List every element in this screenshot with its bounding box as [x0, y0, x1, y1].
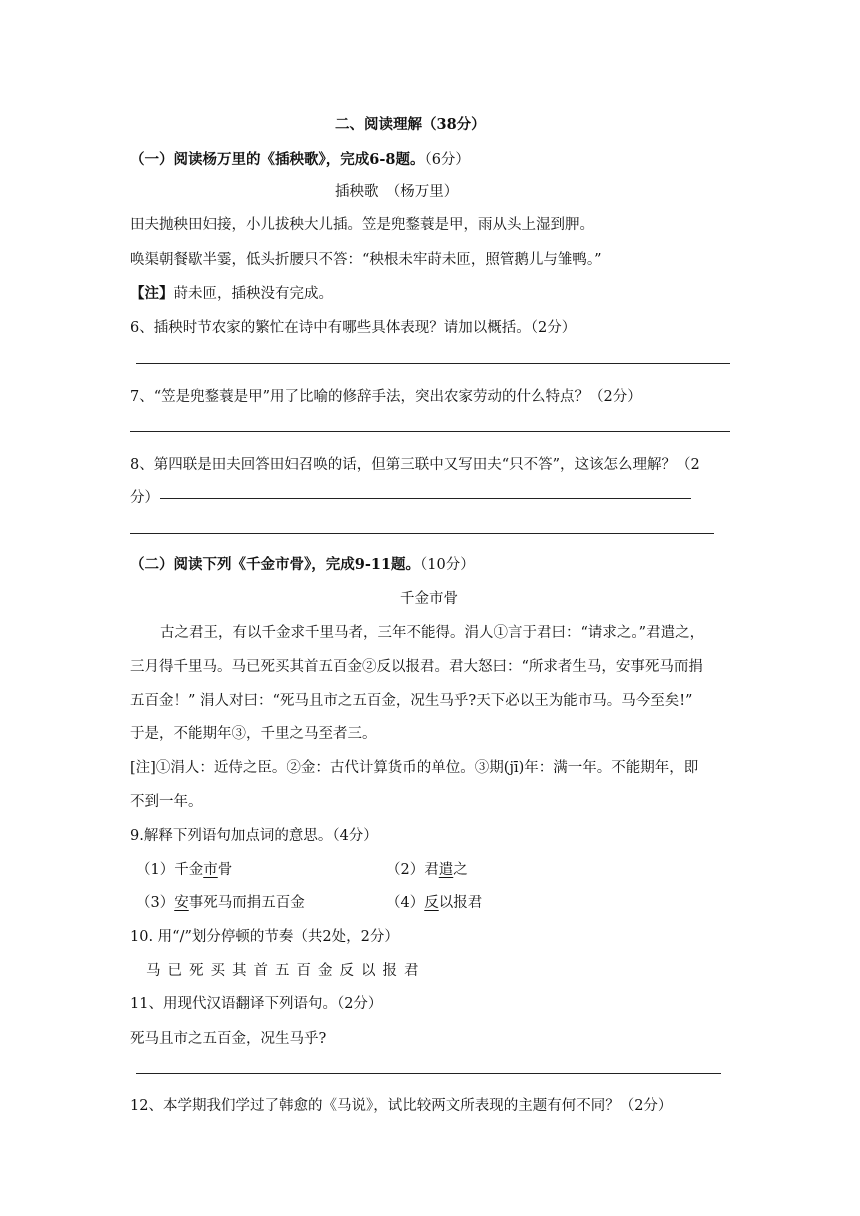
text-line-4: 于是，不能期年③，千里之马至者三。	[130, 726, 377, 742]
text-line-3: 五百金！” 涓人对曰：“死马且市之五百金，况生马乎?天下必以王为能市马。马今至矣!”	[130, 693, 693, 709]
part2-heading-text: （二）阅读下列《千金市骨》，完成9-11题。	[130, 556, 421, 573]
question-8-line-1: 8、第四联是田夫回答田妇召唤的话，但第三联中又写田夫“只不答”，这该怎么理解？（2	[130, 457, 700, 473]
poem-title: 插秧歌 （杨万里）	[335, 184, 459, 200]
q9-item-3	[136, 891, 305, 912]
question-10: 10. 用“/”划分停顿的节奏（共2处，2分）	[130, 929, 399, 945]
part1-heading-score: （6分）	[424, 152, 470, 168]
answer-line-q7[interactable]	[130, 431, 730, 432]
q9-item-prefix: （1）千金	[136, 862, 204, 878]
q9-item-2	[386, 858, 468, 879]
q9-item-keyword: 安	[174, 895, 189, 911]
text-note-line-1: [注]①涓人：近侍之臣。②金：古代计算货币的单位。③期(jī)年：满一年。不能期年，即	[130, 760, 699, 776]
q9-item-suffix: 之	[453, 862, 468, 878]
question-8-line-2: 分）	[130, 490, 159, 506]
note-text: 莳未匝，插秧没有完成。	[173, 286, 333, 302]
text-line-1: 古之君王，有以千金求千里马者，三年不能得。涓人①言于君曰：“请求之。”君遣之，	[160, 625, 705, 641]
q9-item-prefix: （2）君	[386, 862, 439, 878]
q11-sentence: 死马且市之五百金，况生马乎?	[130, 1031, 327, 1047]
question-12: 12、本学期我们学过了韩愈的《马说》，试比较两文所表现的主题有何不同？（2分）	[130, 1098, 673, 1114]
part1-heading-text: （一）阅读杨万里的《插秧歌》，完成6-8题。	[130, 151, 425, 168]
q9-item-keyword: 市	[203, 862, 218, 878]
answer-line-q8-b[interactable]	[130, 533, 714, 534]
q9-item-prefix: （3）	[136, 895, 175, 911]
q9-item-keyword: 反	[424, 895, 439, 911]
question-6: 6、插秧时节农家的繁忙在诗中有哪些具体表现？请加以概括。（2分）	[130, 320, 577, 336]
text-line-2: 三月得千里马。马已死买其首五百金②反以报君。君大怒曰：“所求者生马，安事死马而捐	[130, 659, 703, 675]
text-note-line-2: 不到一年。	[130, 794, 203, 810]
q9-item-prefix: （4）	[386, 895, 425, 911]
q9-item-suffix: 事死马而捐五百金	[188, 895, 305, 911]
q9-item-1	[136, 858, 232, 879]
answer-line-q8-a[interactable]	[160, 498, 691, 499]
part2-heading-score: （10分）	[420, 557, 475, 573]
q9-item-suffix: 骨	[217, 862, 233, 878]
text-title: 千金市骨	[400, 591, 458, 607]
q9-item-suffix: 以报君	[438, 895, 483, 911]
poem-line-2: 唤渠朝餐歇半霎，低头折腰只不答：“秧根未牢莳未匝，照管鹅儿与雏鸭。”	[130, 252, 602, 268]
answer-line-q6[interactable]	[136, 363, 730, 364]
question-9: 9.解释下列语句加点词的意思。（4分）	[130, 828, 378, 844]
part2-heading	[130, 553, 475, 574]
q9-item-keyword: 遣	[438, 862, 454, 878]
question-11: 11、用现代汉语翻译下列语句。（2分）	[130, 996, 383, 1012]
note-label: 【注】	[130, 285, 174, 302]
q9-item-4	[386, 891, 482, 912]
answer-line-q11[interactable]	[136, 1073, 721, 1074]
poem-line-1: 田夫抛秧田妇接，小儿拔秧大儿插。笠是兜鍪蓑是甲，雨从头上湿到胛。	[130, 217, 594, 233]
poem-note	[130, 282, 333, 303]
section-title: 二、阅读理解（38分）	[335, 116, 486, 133]
part1-heading	[130, 148, 470, 169]
question-7: 7、“笠是兜鍪蓑是甲”用了比喻的修辞手法，突出农家劳动的什么特点？（2分）	[130, 389, 642, 405]
q10-sentence: 马已死买其首五百金反以报君	[146, 963, 426, 979]
